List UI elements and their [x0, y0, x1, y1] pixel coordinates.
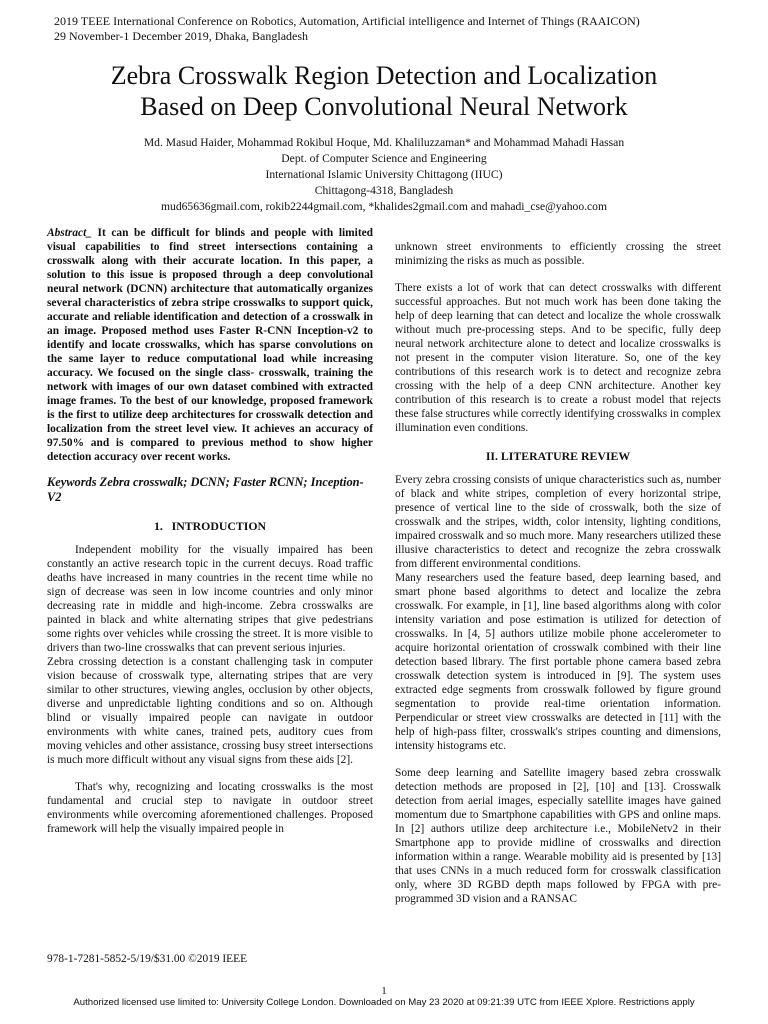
- right-paragraph-1: unknown street environments to efficiently crossing the street minimizing the risks as much as possible.: [395, 241, 721, 267]
- intro-paragraph-3: That's why, recognizing and locating crosswalks is the most fundamental and crucial step to navigate in outdoor street environments while overcoming aforementioned challenges. Proposed framework will help the visually impaired people in: [47, 781, 373, 835]
- literature-paragraph-2: Many researchers used the feature based, deep learning based, and smart phone based algorithms to detect and localize the zebra crosswalk. For example, in [1], line based algorithms along with color intensity variation and pose estimation is utilized for detection of crosswalks. In [4, 5] authors utilize mobile phone accelerometer to acquire horizontal orientation of crosswalk combined with their line detection based library. The first portable phone camera based zebra crosswalk detection system is introduced in [9]. The system uses extracted edge segments from crosswalk followed by figure ground segmentation to provide real-time orientation information. Perpendicular or street view crosswalks are detected in [11] with the help of high-pass filter, crosswalk's stripes counting and dimensions, intensity histograms etc.: [395, 572, 721, 752]
- isbn-footnote: 978-1-7281-5852-5/19/$31.00 ©2019 IEEE: [47, 953, 248, 965]
- left-column: [47, 226, 373, 836]
- conference-dates: 29 November-1 December 2019, Dhaka, Bangladesh: [54, 29, 309, 43]
- license-notice: Authorized licensed use limited to: University College London. Downloaded on May 23 2020 at 09:21:39 UTC from IEEE Xplore. Restrictions apply: [73, 997, 695, 1008]
- literature-paragraph-1: Every zebra crossing consists of unique characteristics such as, number of black and white stripes, completion of every horizontal stripe, presence of vertical line to the side of crosswalk, both the size of crosswalk and the stripes, width, color intensity, lighting conditions, impaired crosswalk and so much more. Many researchers utilized these illusive characteristics to detect and recognize the zebra crosswalk from different environmental conditions.: [395, 474, 721, 570]
- keywords: Keywords Zebra crosswalk; DCNN; Faster RCNN; Inception-V2: [47, 475, 364, 504]
- conference-name: 2019 TEEE International Conference on Robotics, Automation, Artificial intelligence and Internet of Things (RAAICON): [54, 14, 640, 28]
- author-city: Chittagong-4318, Bangladesh: [314, 184, 454, 197]
- abstract: [47, 226, 373, 464]
- right-column: [395, 240, 721, 906]
- author-block: [20, 135, 748, 215]
- conference-header: [54, 14, 640, 44]
- author-emails: mud65636gmail.com, rokib2244gmail.com, *khalides2gmail.com and mahadi_cse@yahoo.com: [161, 200, 607, 213]
- section-heading-literature-review: II. LITERATURE REVIEW: [485, 449, 631, 463]
- paper-title: [20, 60, 748, 122]
- title-line-2: Based on Deep Convolutional Neural Network: [140, 92, 628, 121]
- title-line-1: Zebra Crosswalk Region Detection and Localization: [110, 61, 658, 90]
- section-heading-introduction: 1. INTRODUCTION: [153, 519, 267, 533]
- literature-paragraph-3: Some deep learning and Satellite imagery based zebra crosswalk detection methods are proposed in [2], [10] and [13]. Crosswalk detection from aerial images, especially satellite images have gained momentum due to Smartphone capabilities with GPS and online maps. In [2] authors utilize deep architecture i.e., MobileNetv2 in their Smartphone app to provide midline of crosswalks and direction information within a range. Wearable mobility aid is presented by [13] that uses CNNs in a much reduced form for crosswalk classification only, where 3D RGBD depth maps followed by FPGA with pre-programmed 3D vision and a RANSAC: [395, 767, 721, 905]
- intro-paragraph-1: Independent mobility for the visually impaired has been constantly an active research topic in the current decuys. Road traffic deaths have increased in many countries in the recent time while no sign of decrease was seen in low income countries and only minor decreasing rate in middle and high-income. Zebra crosswalks are painted in black and white alternating stripes that give pedestrians some rights over vehicles while crossing the street. It is more visible to drivers than two-line crosswalks that can prevent serious injuries.: [47, 544, 373, 654]
- abstract-text: It can be difficult for blinds and people with limited visual capabilities to find street intersections containing a crosswalk along with their accurate location. In this paper, a solution to this issue is proposed through a deep convolutional neural network (DCNN) architecture that automatically organizes several characteristics of zebra stripe crosswalks to support quick, accurate and reliable identification and detection of a crosswalk in an image. Proposed method uses Faster R-CNN Inception-v2 to identify and locate crosswalks, which has sparse convolutions on the same layer to reduce computational load while increasing accuracy. We focused on the single class- crosswalk, training the network with images of our own dataset combined with extracted image frames. To the best of our knowledge, proposed framework is the first to utilize deep architectures for crosswalk detection and localization from the street level view. It achieves an accuracy of 97.50% and is compared to previous method to show higher detection accuracy over recent works.: [47, 227, 373, 463]
- right-paragraph-2: There exists a lot of work that can detect crosswalks with different successful approaches. But not much work has been done taking the help of deep learning that can detect and localize the whole crosswalk without much pre-processing steps. And to be specific, fully deep neural network architecture alone to detect and localize crosswalks is not present in the computer vision literature. So, one of the key contributions of this research work is to detect and recognize zebra crossing with the help of a deep CNN architecture. Another key contribution of this research is to create a robust model that rejects these false structures while correctly identifying crosswalks in complex illumination even conditions.: [395, 282, 721, 434]
- abstract-label: Abstract_: [47, 227, 92, 239]
- author-dept: Dept. of Computer Science and Engineering: [281, 152, 487, 165]
- author-names: Md. Masud Haider, Mohammad Rokibul Hoque, Md. Khaliluzzaman* and Mohammad Mahadi Hassan: [143, 136, 625, 149]
- intro-paragraph-2: Zebra crossing detection is a constant challenging task in computer vision because of crosswalk type, alternating stripes that are very similar to other structures, viewing angles, occlusion by other objects, diverse and unpredictable lighting conditions and so on. Although blind or visually impaired people can navigate in outdoor environments with white canes, trained pets, auditory cues from moving vehicles and other assistance, crossing busy street intersections is much more difficult without any visual signs from these aids [2].: [47, 656, 373, 766]
- author-university: International Islamic University Chittagong (IIUC): [265, 168, 503, 181]
- page-number: 1: [381, 985, 387, 997]
